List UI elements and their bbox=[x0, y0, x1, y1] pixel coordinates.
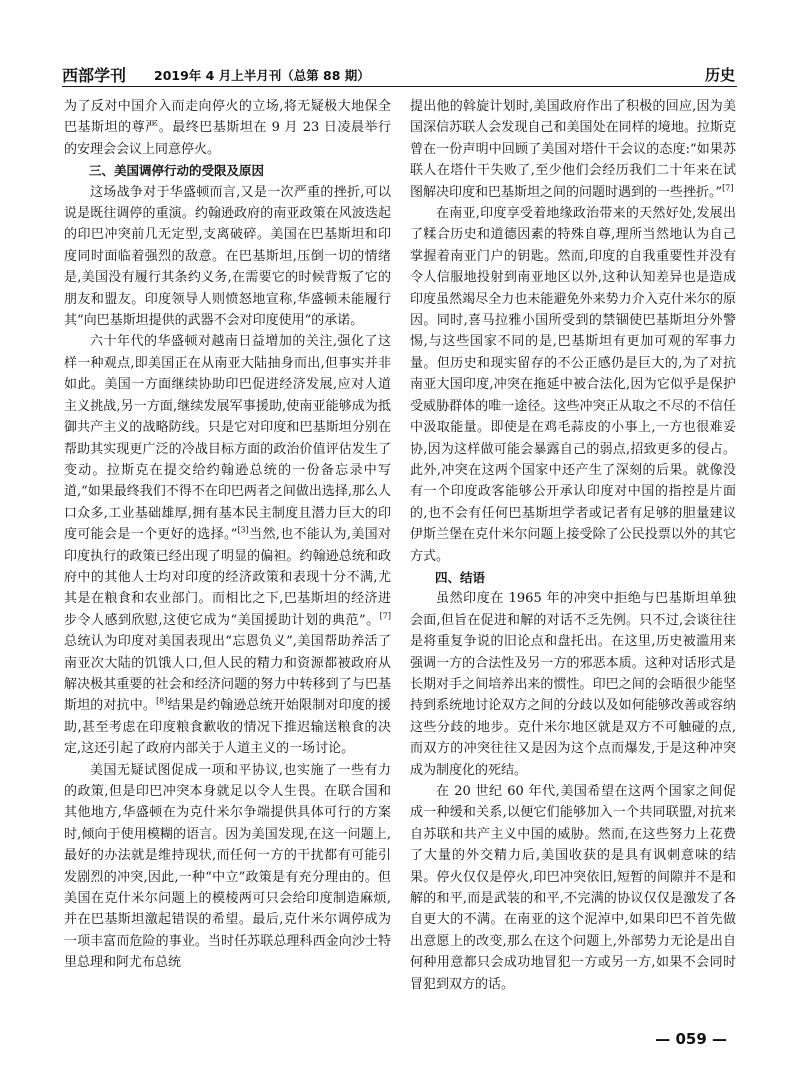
citation-ref: [3] bbox=[237, 525, 249, 535]
page-header bbox=[62, 60, 737, 87]
section-heading: 三、美国调停行动的受限及原因 bbox=[89, 163, 265, 179]
paragraph: 在 20 世纪 60 年代,美国希望在这两个国家之间促成一种缓和关系,以便它们能够加入一个共同联盟,对抗来自苏联和共产主义中国的威胁。然而,在这些努力上花费了大量的外交精力后,美国收获的是具有讽刺意味的结果。停火仅仅是停火,印巴冲突依旧,短暂的间隙并不是和解的和平,而是武装的和平,不完满的协议仅仅是激发了各自更大的不满。在南亚的这个泥淖中,如果印巴不首先做出意愿上的改变,那么在这个问题上,外部势力无论是出自何种用意都只会成功地冒犯一方或另一方,如果不会同时冒犯到双方的话。 bbox=[410, 784, 736, 992]
paragraph-text: 总统认为印度对美国表现出“忘恩负义”,美国帮助养活了南亚次大陆的饥饿人口,但人民的精力和资源都被政府从解决极其重要的社会和经济问题的努力中转移到了与巴基斯坦的对抗中。 bbox=[64, 634, 391, 714]
citation-ref: [8] bbox=[156, 697, 168, 707]
citation-ref: [7] bbox=[379, 611, 391, 621]
citation-ref: [7] bbox=[722, 183, 734, 193]
paragraph-text: 提出他的斡旋计划时,美国政府作出了积极的回应,因为美国深信苏联人会发现自己和美国处在同样的境地。拉斯克曾在一份声明中回顾了美国对塔什干会议的态度:“如果苏联人在塔什干失败了,至少他们会经历我们二十年来在试图解决印度和巴基斯坦之间的问题时遇到的一些挫折。” bbox=[410, 99, 736, 200]
section-heading: 四、结语 bbox=[435, 569, 486, 585]
paragraph bbox=[64, 331, 391, 759]
section-label: 历史 bbox=[704, 66, 735, 84]
paragraph: 在南亚,印度享受着地缘政治带来的天然好处,发展出了糅合历史和道德因素的特殊自尊,理所当然地认为自己掌握着南亚门户的钥匙。然而,印度的自我重要性并没有令人信服地投射到南亚地区以外,这种认知差异也是造成印度虽然竭尽全力也未能避免外来势力介入克什米尔的原因。同时,喜马拉雅小国所受到的禁锢使巴基斯坦分外警惕,与这些国家不同的是,巴基斯坦有更加可观的军事力量。但历史和现实留存的不公正感仍是巨大的,为了对抗南亚大国印度,冲突在拖延中被合法化,因为它似乎是保护受威胁群体的唯一途径。这些冲突正从取之不尽的不信任中汲取能量。即使是在鸡毛蒜皮的小事上,一方也很难妥协,因为这样做可能会暴露自己的弱点,招致更多的侵占。此外,冲突在这两个国家中还产生了深刻的后果。就像没有一个印度政客能够公开承认印度对中国的指控是片面的,也不会有任何巴基斯坦学者或记者有足够的胆量建议伊斯兰堡在克什米尔问题上接受除了公民投票以外的其它方式。 bbox=[410, 206, 736, 564]
page-number: — 059 — bbox=[655, 1030, 727, 1048]
paragraph bbox=[410, 96, 736, 203]
right-column bbox=[410, 96, 736, 995]
journal-brand: 西部学刊 bbox=[62, 66, 127, 85]
paragraph: 美国无疑试图促成一项和平协议,也实施了一些有力的政策,但是印巴冲突本身就足以令人生畏。在联合国和其他地方,华盛顿在为克什米尔争端提供具体可行的方案时,倾向于使用模糊的语言。因为美国发现,在这一问题上,最好的办法就是维持现状,而任何一方的干扰都有可能引发剧烈的冲突,因此,一种“中立”政策是有充分理由的。但美国在克什米尔问题上的模棱两可只会给印度制造麻烦,并在巴基斯坦激起错误的希望。最后,克什米尔调停成为一项丰富而危险的事业。当时任苏联总理科西金向沙士特里总理和阿尤布总统 bbox=[64, 762, 391, 971]
issue-info: 2019年 4 月上半月刊（总第 88 期） bbox=[154, 68, 370, 83]
left-column bbox=[64, 96, 391, 974]
paragraph: 虽然印度在 1965 年的冲突中拒绝与巴基斯坦单独会面,但旨在促进和解的对话不乏先例。只不过,会谈往往是将重复争说的旧论点和盘托出。在这里,历史被滥用来强调一方的合法性及另一方的邪恶本质。这种对话形式是长期对手之间培养出来的惯性。印巴之间的会晤很少能坚持到系统地讨论双方之间的分歧以及如何能够改善或容纳这些分歧的地步。克什米尔地区就是双方不可触碰的点,而双方的冲突往往又是因为这个点而爆发,于是这种冲突成为制度化的死结。 bbox=[410, 591, 736, 778]
paragraph: 为了反对中国介入而走向停火的立场,将无疑极大地保全巴基斯坦的尊严。最终巴基斯坦在 9 月 23 日凌晨举行的安理会会议上同意停火。 bbox=[64, 99, 391, 157]
paragraph-text: 结果是约翰逊总统开始限制对印度的援助,甚至考虑在印度粮食歉收的情况下推迟输送粮食的决定,这还引起了政府内部关于人道主义的一场讨论。 bbox=[64, 698, 391, 757]
paragraph-text: 当然,也不能认为,美国对印度执行的政策已经出现了明显的偏袒。约翰逊总统和政府中的其他人士均对印度的经济政策和表现十分不满,尤其是在粮食和农业部门。而相比之下,巴基斯坦的经济进步令人感到欣慰,这使它成为“美国援助计划的典范”。 bbox=[64, 527, 391, 628]
paragraph-text: 六十年代的华盛顿对越南日益增加的关注,强化了这样一种观点,即美国正在从南亚大陆抽身而出,但事实并非如此。美国一方面继续协助印巴促进经济发展,应对人道主义挑战,另一方面,继续发展军事援助,使南亚能够成为抵御共产主义的战略防线。只是它对印度和巴基斯坦分别在帮助其实现更广泛的冷战目标方面的政治价值评估发生了变动。拉斯克在提交给约翰逊总统的一份备忘录中写道,“如果最终我们不得不在印巴两者之间做出选择,那么人口众多,工业基础雄厚,拥有基本民主制度且潜力巨大的印度可能会是一个更好的选择。” bbox=[64, 334, 391, 543]
paragraph: 这场战争对于华盛顿而言,又是一次严重的挫折,可以说是既往调停的重演。约翰逊政府的南亚政策在风波迭起的印巴冲突前几无定型,支离破碎。美国在巴基斯坦和印度同时面临着强烈的敌意。在巴基斯坦,压倒一切的情绪是,美国没有履行其条约义务,在需要它的时候背叛了它的朋友和盟友。印度领导人则愤怒地宣称,华盛顿未能履行其“向巴基斯坦提供的武器不会对印度使用”的承诺。 bbox=[64, 184, 391, 329]
